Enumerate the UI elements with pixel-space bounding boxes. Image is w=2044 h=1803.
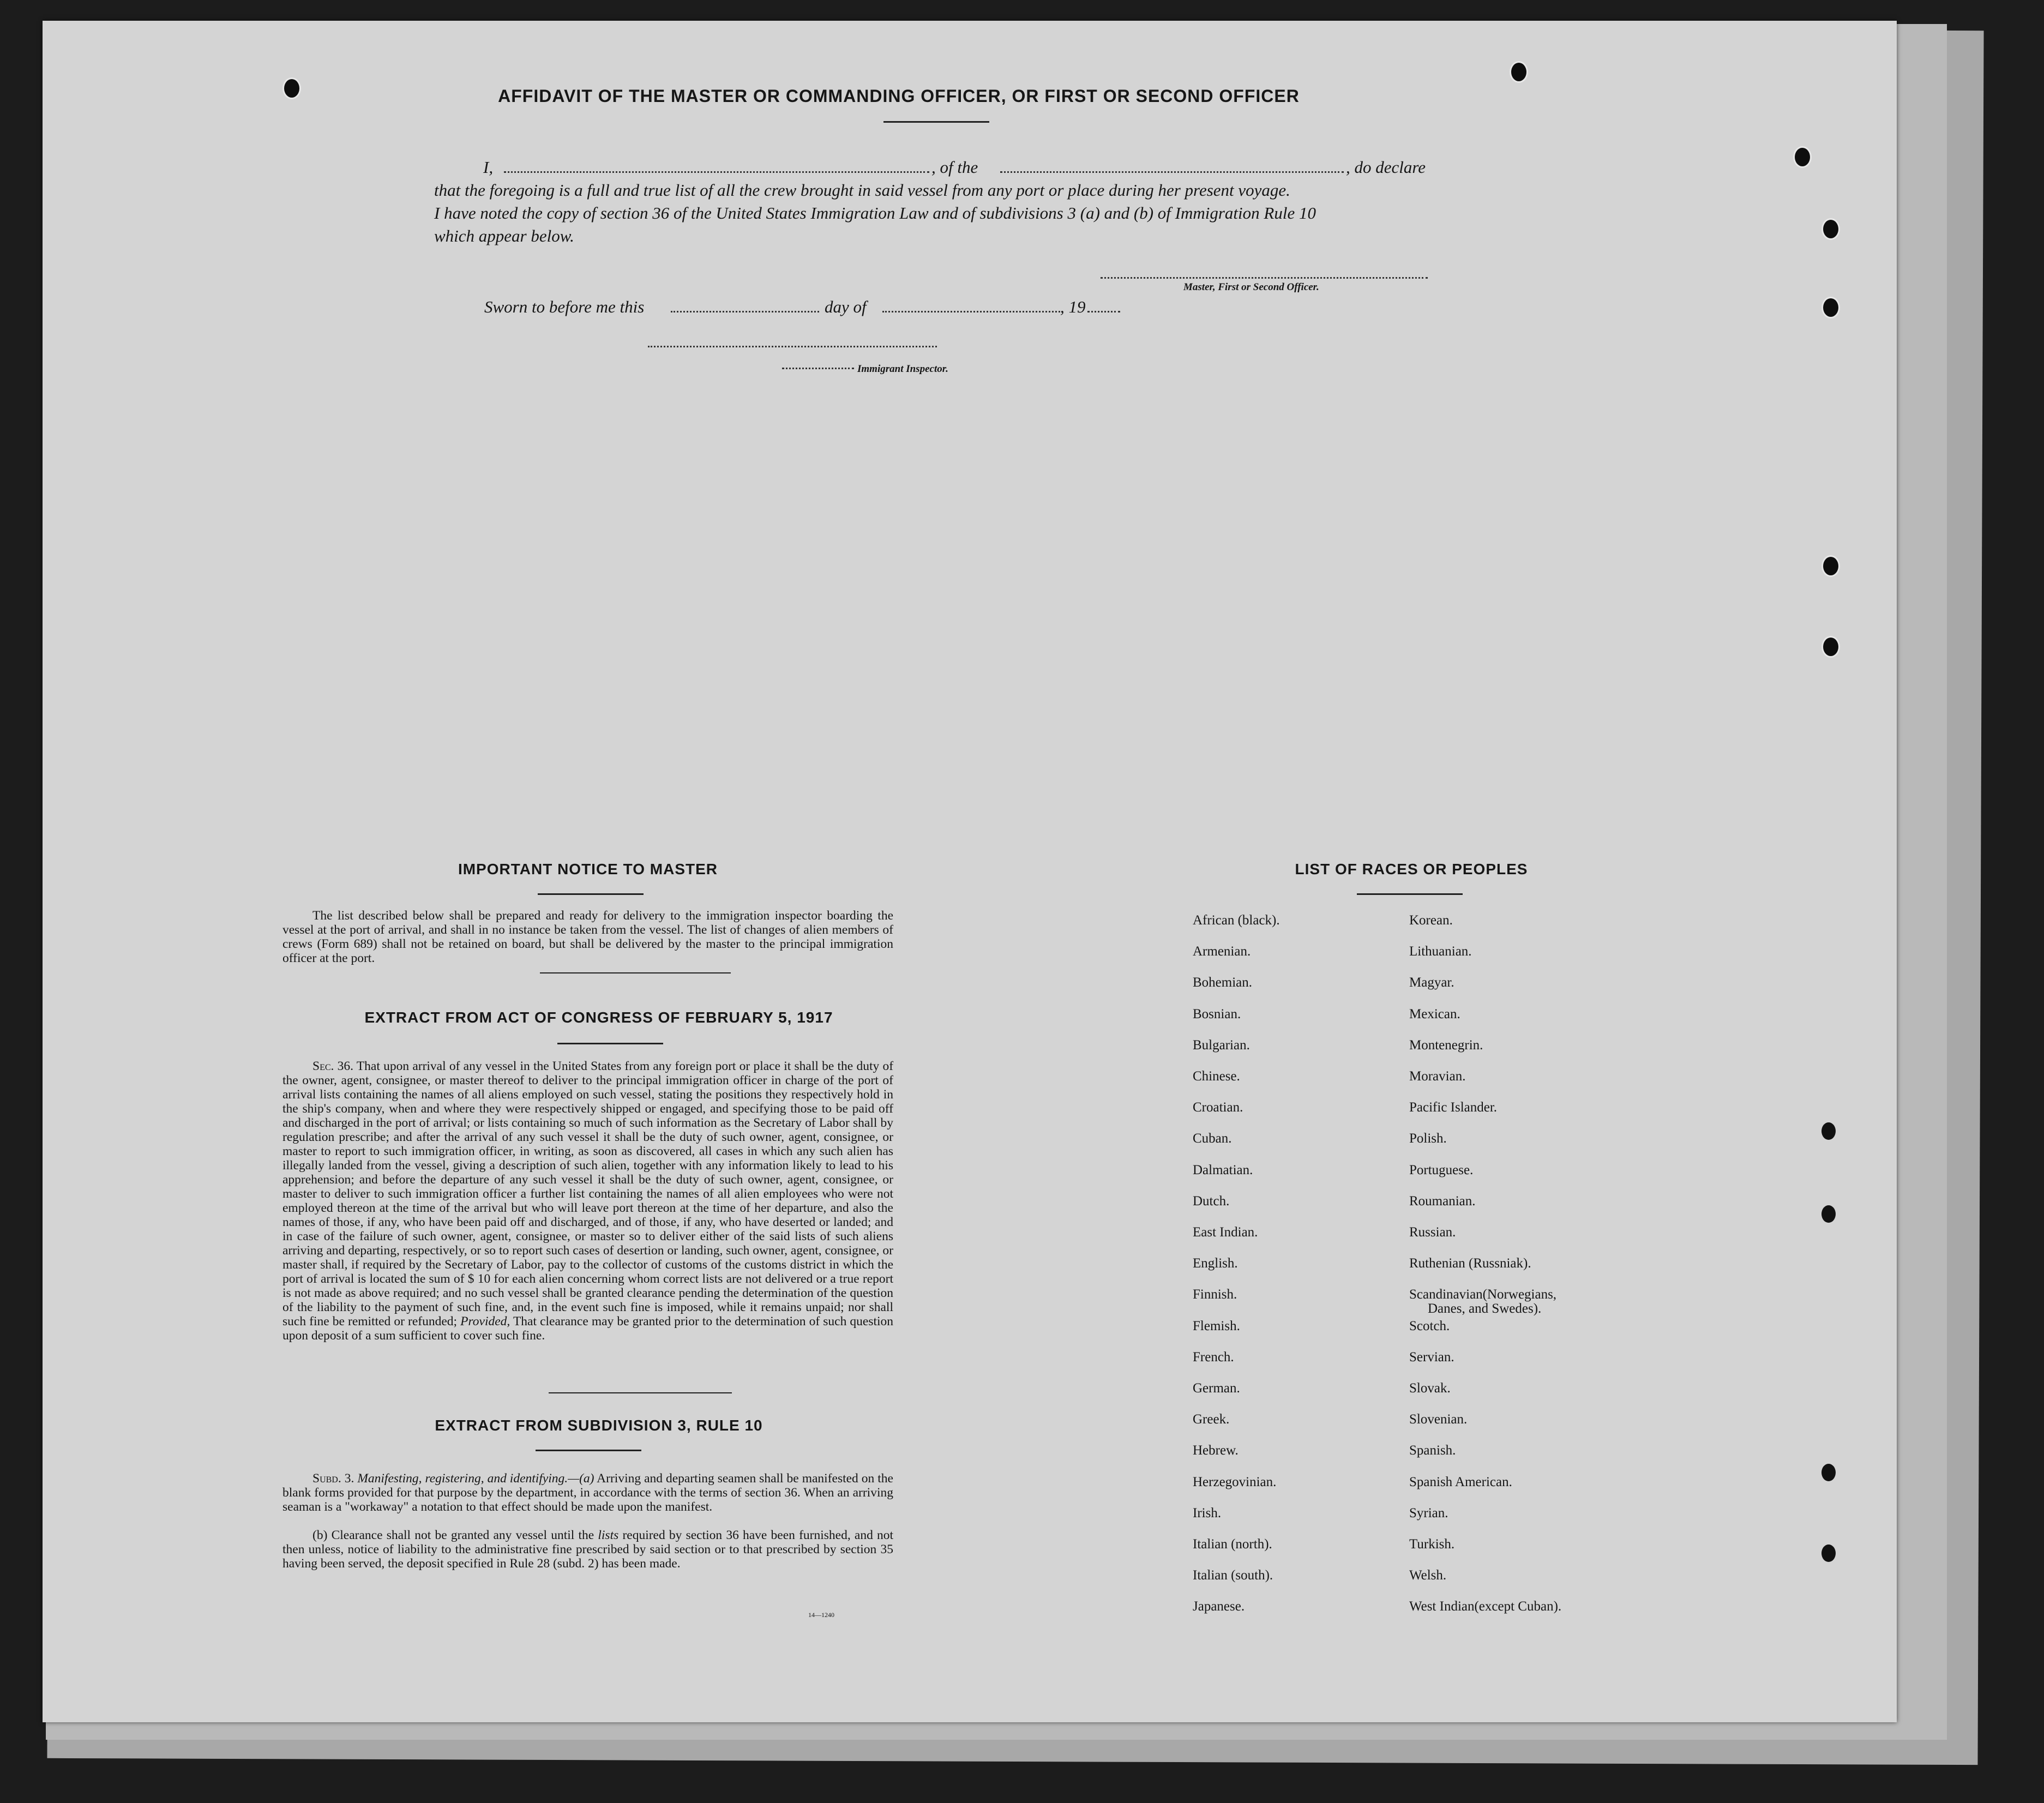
race-item: Syrian.: [1409, 1505, 1448, 1520]
race-item: Finnish.: [1193, 1287, 1237, 1302]
notice-underline: [538, 893, 644, 895]
race-item: West Indian(except Cuban).: [1409, 1599, 1562, 1614]
race-item: East Indian.: [1193, 1225, 1258, 1240]
subd-italic: Manifesting, registering, and identifying.—(a): [357, 1471, 594, 1486]
races-title: LIST OF RACES OR PEOPLES: [1295, 861, 1528, 878]
race-item: Ruthenian (Russniak).: [1409, 1256, 1531, 1271]
punch-hole: [1793, 146, 1812, 168]
race-item: Hebrew.: [1193, 1443, 1239, 1458]
section-36-text: [282, 1059, 893, 1343]
subd-b-label: (b): [312, 1528, 328, 1542]
punch-hole: [1821, 218, 1840, 240]
notice-divider: [540, 972, 731, 973]
punch-hole: [1821, 1544, 1836, 1562]
race-item: Servian.: [1409, 1349, 1454, 1365]
race-item: Spanish.: [1409, 1443, 1456, 1458]
race-item: Dalmatian.: [1193, 1162, 1253, 1177]
race-item: Chinese.: [1193, 1069, 1240, 1084]
race-item-continuation: Danes, and Swedes).: [1428, 1301, 1542, 1317]
affidavit-line-2: that the foregoing is a full and true list of all the crew brought in said vessel from any port or place during her present voyage.: [434, 181, 1290, 200]
race-item: Bulgarian.: [1193, 1037, 1250, 1053]
race-item: Slovenian.: [1409, 1412, 1468, 1427]
race-item: Polish.: [1409, 1131, 1447, 1146]
race-item: Slovak.: [1409, 1381, 1451, 1396]
title-underline: [883, 121, 989, 123]
inspector-label: Immigrant Inspector.: [857, 363, 948, 375]
races-underline: [1357, 893, 1463, 895]
punch-hole: [1821, 555, 1840, 577]
act-extract-title: EXTRACT FROM ACT OF CONGRESS OF FEBRUARY 5, 1917: [364, 1009, 833, 1026]
race-item: Pacific Islander.: [1409, 1100, 1498, 1115]
affidavit-line-3: I have noted the copy of section 36 of the United States Immigration Law and of subdivisions 3 (a) and (b) of Immigration Rule 10: [434, 203, 1316, 223]
race-item: Scandinavian(Norwegians,: [1409, 1287, 1557, 1302]
sworn-year-blank[interactable]: [1087, 311, 1120, 312]
sworn-day-of: day of: [825, 297, 867, 316]
sworn-month-blank[interactable]: [882, 311, 1060, 312]
race-item: African (black).: [1193, 913, 1280, 928]
subd-label: Subd. 3.: [312, 1471, 354, 1486]
punch-hole: [1821, 1122, 1836, 1140]
race-item: Cuban.: [1193, 1131, 1232, 1146]
affidavit-line-4: which appear below.: [434, 226, 574, 245]
notice-text: The list described below shall be prepared and ready for delivery to the immigration inspector boarding the vessel at the port of arrival, and shall in no instance be taken from the vessel. The list of changes of alien members of crews (Form 689) shall not be retained on board, but shall be delivered by the master to the principal immigration officer at the port.: [282, 909, 893, 965]
punch-hole: [1821, 1205, 1836, 1223]
race-item: Mexican.: [1409, 1006, 1460, 1021]
race-item: Flemish.: [1193, 1318, 1240, 1333]
punch-hole: [1821, 297, 1840, 318]
section-label: Sec. 36.: [312, 1059, 353, 1073]
race-item: Lithuanian.: [1409, 944, 1472, 959]
act-divider: [549, 1392, 732, 1393]
affidavit-declare: , do declare: [1346, 158, 1426, 177]
race-item: Russian.: [1409, 1225, 1456, 1240]
sworn-day-blank[interactable]: [671, 311, 819, 312]
race-item: Spanish American.: [1409, 1474, 1512, 1489]
document-page: [43, 21, 1897, 1722]
punch-hole: [1821, 636, 1840, 658]
race-item: Portuguese.: [1409, 1162, 1474, 1177]
race-item: Roumanian.: [1409, 1193, 1476, 1209]
race-item: Welsh.: [1409, 1568, 1447, 1583]
rule-10-text-b: [282, 1528, 893, 1571]
race-item: English.: [1193, 1256, 1238, 1271]
race-item: Italian (north).: [1193, 1537, 1272, 1552]
race-item: German.: [1193, 1381, 1240, 1396]
race-item: Moravian.: [1409, 1069, 1466, 1084]
affidavit-title: AFFIDAVIT OF THE MASTER OR COMMANDING OFFICER, OR FIRST OR SECOND OFFICER: [498, 86, 1300, 106]
race-item: Japanese.: [1193, 1599, 1245, 1614]
rule-10-text-a: [282, 1471, 893, 1514]
name-blank[interactable]: [504, 171, 929, 173]
subd-a-body: Arriving and departing seamen shall be manifested on the blank forms provided for that purpose by the department, in accordance with the terms of section 36. When an arriving seaman is a "workaway" a notation to that effect should be made upon the manifest.: [282, 1471, 893, 1514]
affidavit-of-the: , of the: [931, 158, 978, 177]
rule-extract-title: EXTRACT FROM SUBDIVISION 3, RULE 10: [435, 1417, 763, 1434]
section-36-body: That upon arrival of any vessel in the United States from any foreign port or place it shall be the duty of the owner, agent, consignee, or master thereof to deliver to the principal immigration officer in charge of the port of arrival lists containing the names of all aliens employed on such vessel, stating the positions they respectively hold in the ship's company, when and where they were respectively shipped or engaged, and specifying those to be paid off and discharged in the port of arrival; or lists containing so much of such information as the Secretary of Labor shall by regulation prescribe; and after the arrival of any such vessel it shall be the duty of such owner, agent, consignee, or master to report to such immigration officer, in writing, as soon as discovered, all cases in which any such alien has illegally landed from the vessel, giving a description of such alien, together with any information likely to lead to his apprehension; and before the departure of any such vessel it shall be the duty of such owner, agent, consignee, or master to deliver to such immigration officer a further list containing the names of all alien employees who were not employed thereon at the time of the arrival but who will leave port thereon at the time of her departure, and also the names of those, if any, who have been paid off and discharged, and of those, if any, who have deserted or landed; and in case of the failure of such owner, agent, consignee, or master so to deliver either of the said lists of such aliens arriving and departing, respectively, or so to report such cases of desertion or landing, such owner, agent, consignee, or master shall, if required by the Secretary of Labor, pay to the collector of customs of the customs district in which the port of arrival is located the sum of $ 10 for each alien concerning whom correct lists are not delivered or a true report is not made as above required; and no such vessel shall be granted clearance pending the determination of the question of the liability to the payment of such fine, and, in the event such fine is imposed, while it remains unpaid; nor shall such fine be remitted or refunded;: [282, 1059, 894, 1329]
race-item: Greek.: [1193, 1412, 1230, 1427]
race-item: Magyar.: [1409, 975, 1454, 990]
race-item: Dutch.: [1193, 1193, 1230, 1209]
section-36-end: That clearance may be granted prior to the determination of such question upon deposit of a sum sufficient to cover such fine.: [282, 1314, 894, 1343]
punch-hole: [1510, 61, 1528, 83]
notice-title: IMPORTANT NOTICE TO MASTER: [458, 861, 718, 878]
race-item: Korean.: [1409, 913, 1453, 928]
act-extract-underline: [557, 1043, 663, 1044]
form-number: 14—1240: [808, 1611, 834, 1619]
punch-hole: [282, 77, 301, 99]
vessel-blank[interactable]: [1000, 171, 1344, 173]
officer-signature-blank[interactable]: [1101, 277, 1428, 279]
race-item: Herzegovinian.: [1193, 1474, 1277, 1489]
race-item: Bohemian.: [1193, 975, 1253, 990]
race-item: Bosnian.: [1193, 1006, 1241, 1021]
officer-signature-label: Master, First or Second Officer.: [1183, 281, 1319, 293]
race-item: Armenian.: [1193, 944, 1251, 959]
lists-word: lists: [598, 1528, 619, 1542]
affidavit-i: I,: [483, 158, 494, 177]
race-item: Irish.: [1193, 1505, 1222, 1520]
subd-b-text-1: Clearance shall not be granted any vessel until the: [331, 1528, 594, 1542]
provided-word: Provided,: [460, 1314, 510, 1329]
race-item: Turkish.: [1409, 1537, 1455, 1552]
race-item: French.: [1193, 1349, 1234, 1365]
sworn-year: , 19: [1060, 297, 1086, 316]
inspector-signature-blank[interactable]: [648, 346, 937, 347]
rule-extract-underline: [536, 1450, 641, 1451]
race-item: Croatian.: [1193, 1100, 1243, 1115]
subd-b-text-2: required by section 36 have been furnished, and not then unless, notice of liability to the administrative fine prescribed by said section or to that prescribed by section 35 having been served, the deposit specified in Rule 28 (subd. 2) has been made.: [282, 1528, 894, 1571]
race-item: Italian (south).: [1193, 1568, 1273, 1583]
race-item: Scotch.: [1409, 1318, 1450, 1333]
sworn-text: Sworn to before me this: [484, 297, 645, 316]
race-item: Montenegrin.: [1409, 1037, 1483, 1053]
inspector-dots: [782, 368, 854, 369]
punch-hole: [1821, 1464, 1836, 1481]
